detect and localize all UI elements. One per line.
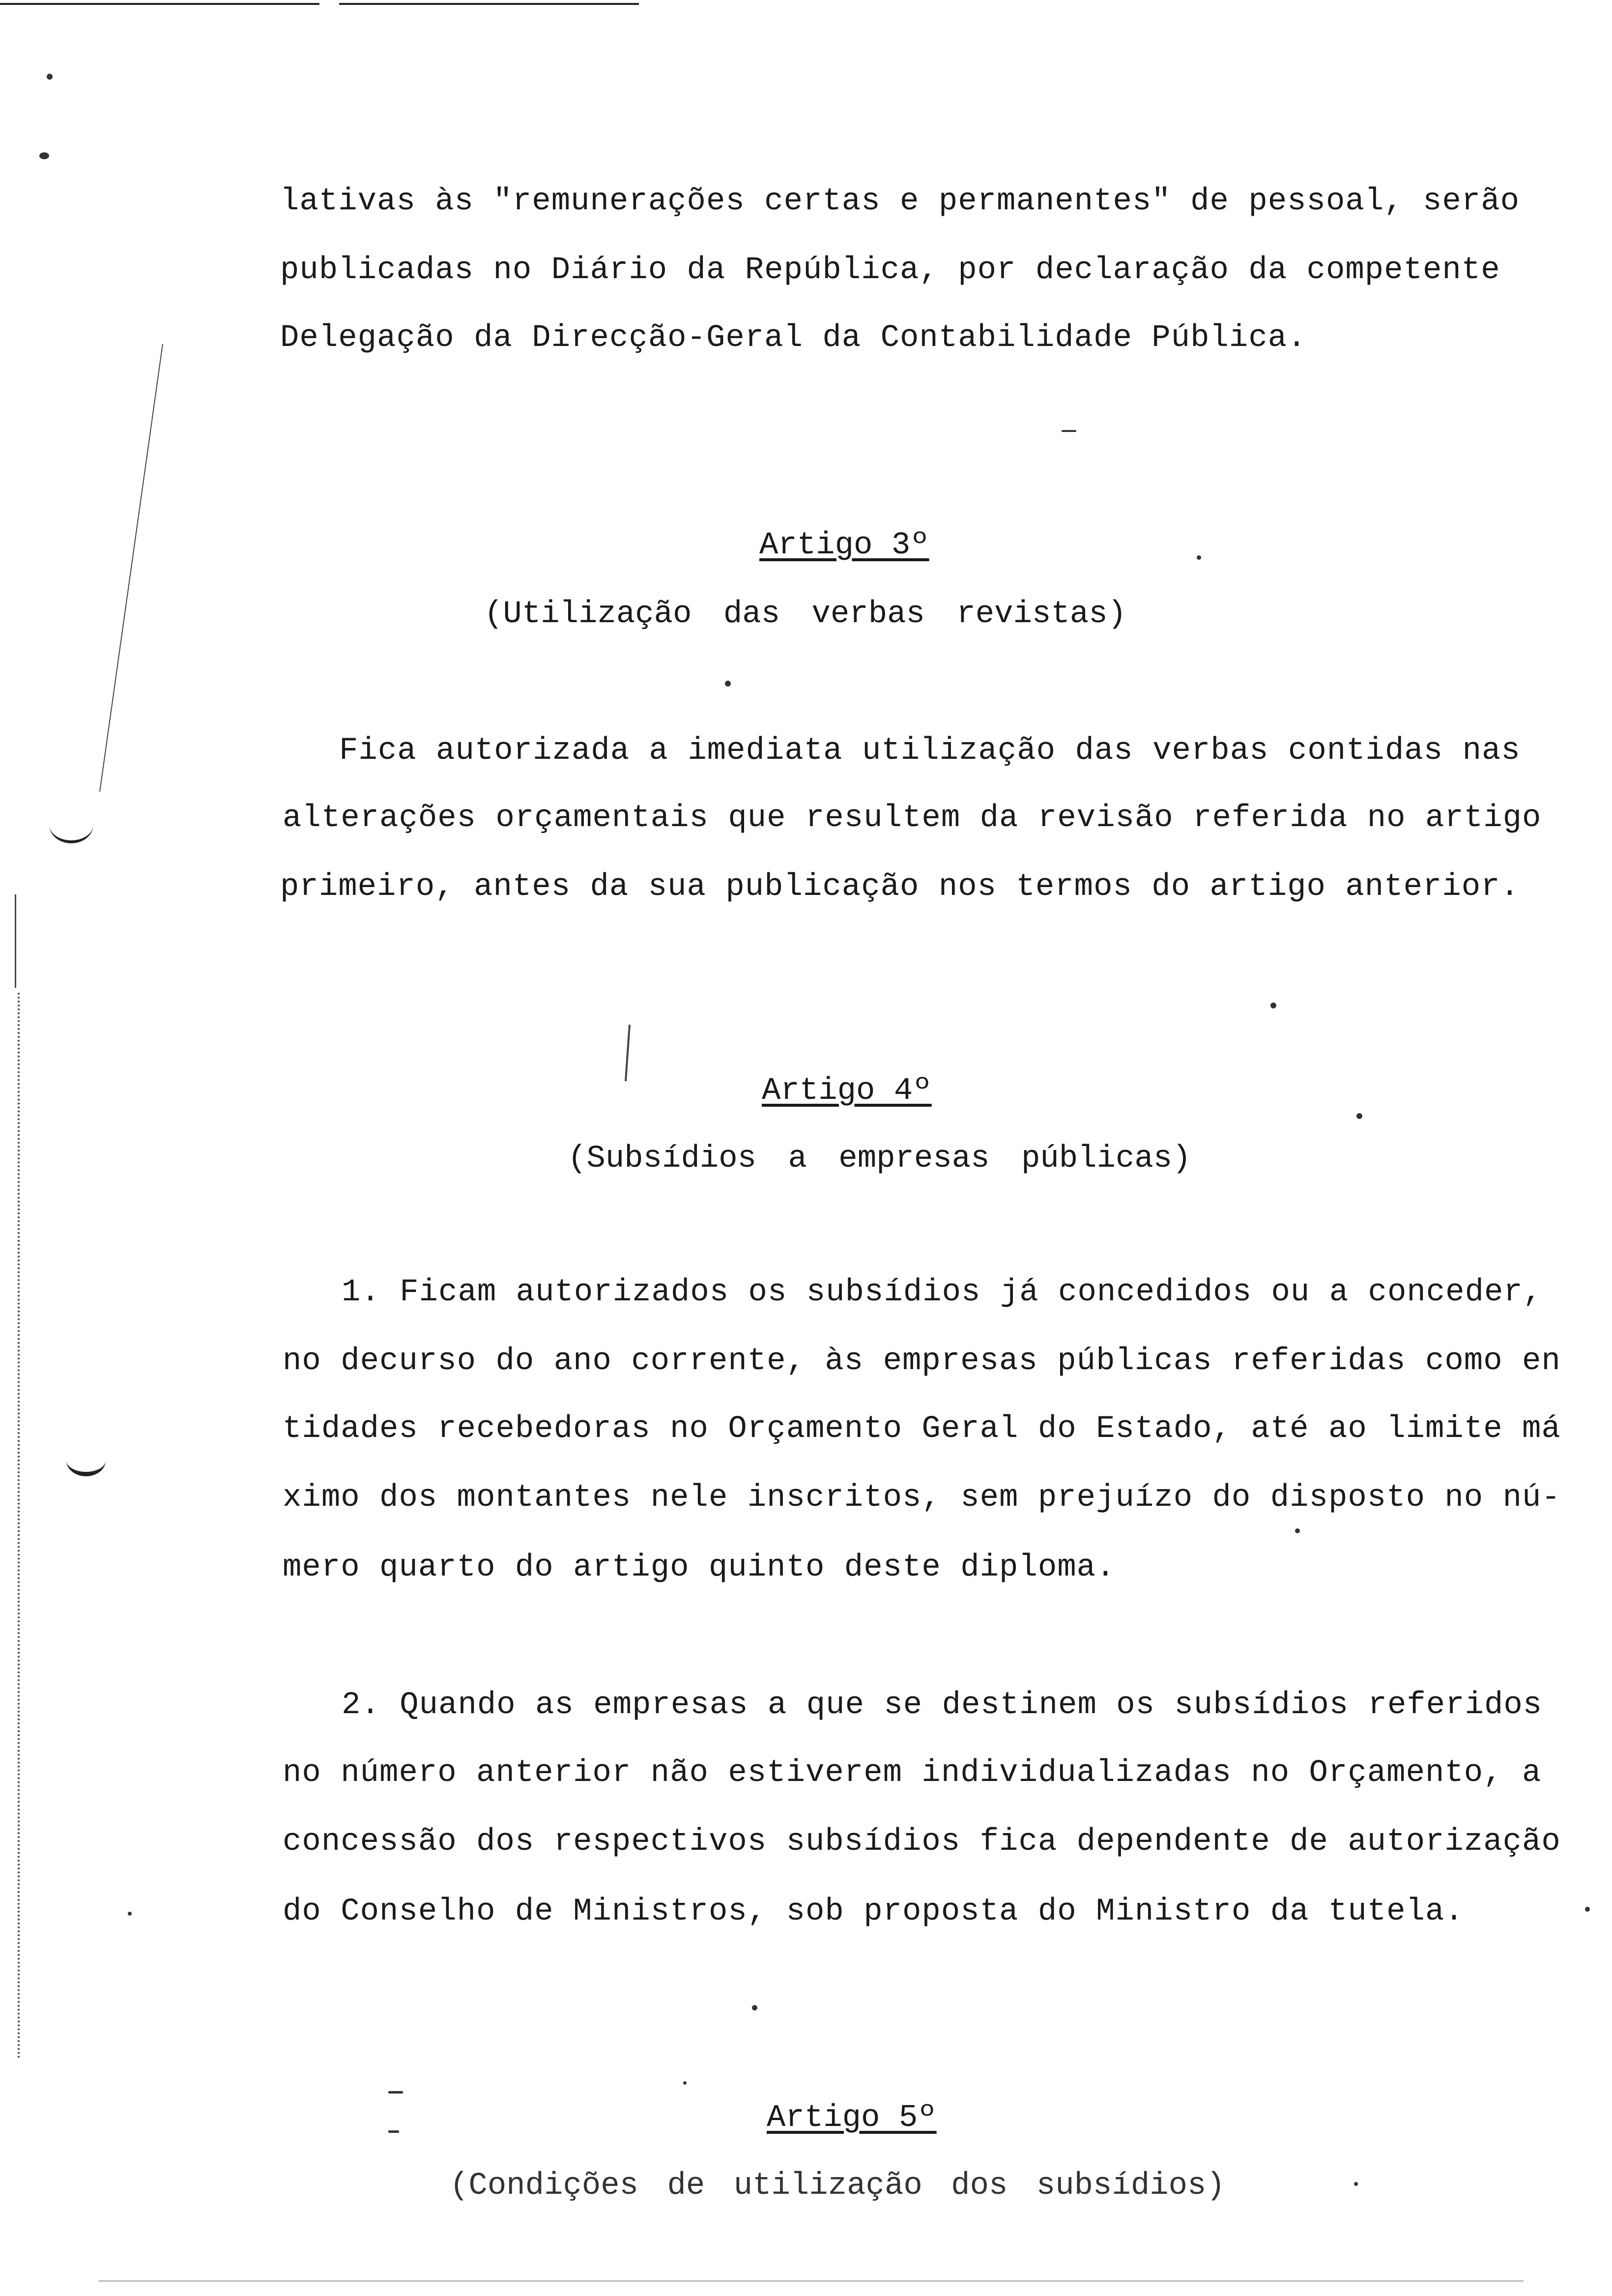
speck [1354,2182,1358,2186]
speck [1197,555,1201,560]
top-rule-left [0,3,319,5]
margin-pencil-mark [99,344,163,792]
paragraph-line: publicadas no Diário da República, por declaração da competente [280,253,1500,288]
speck [128,1912,132,1916]
point-1-line: 1. Ficam autorizados os subsídios já concedidos ou a conceder, [342,1275,1543,1310]
paragraph-line: primeiro, antes da sua publicação nos termos do artigo anterior. [280,869,1520,905]
speck [1585,1907,1590,1912]
article-3-title: Artigo 3º [759,528,929,563]
point-1-line: mero quarto do artigo quinto deste diploma. [283,1550,1116,1585]
article-5-title: Artigo 5º [767,2100,937,2136]
speck [683,2081,687,2085]
margin-dotted-line [18,993,20,2059]
speck [725,681,731,687]
stray-stroke [625,1025,631,1081]
paragraph-line: lativas às "remunerações certas e permanentes" de pessoal, serão [280,184,1520,219]
margin-rule-mark [15,894,16,988]
speck [39,152,49,159]
point-2-line: concessão dos respectivos subsídios fica dependente de autorização [283,1824,1561,1860]
point-2-line: 2. Quando as empresas a que se destinem os subsídios referidos [342,1688,1543,1723]
speck [1062,430,1076,432]
speck [1270,1003,1276,1008]
article-4-subtitle: (Subsídios a empresas públicas) [568,1141,1191,1177]
article-3-subtitle: (Utilização das verbas revistas) [484,597,1126,632]
bottom-dotted-edge [98,2280,1524,2282]
article-4-title: Artigo 4º [762,1073,932,1109]
paragraph-line: Fica autorizada a imediata utilização das verbas contidas nas [339,733,1521,769]
point-1-line: no decurso do ano corrente, às empresas públicas referidas como en [283,1344,1561,1379]
top-rule-right [339,3,639,5]
point-2-line: no número anterior não estiverem individualizadas no Orçamento, a [283,1755,1542,1791]
speck [47,74,53,80]
article-5-subtitle: (Condições de utilização dos subsídios) [450,2168,1225,2204]
speck [1356,1113,1362,1119]
point-1-line: tidades recebedoras no Orçamento Geral do Estado, até ao limite má [283,1411,1561,1447]
speck [752,2005,757,2010]
speck [388,2091,403,2094]
stray-curve-mark [66,1445,106,1476]
point-1-line: ximo dos montantes nele inscritos, sem prejuízo do disposto no nú- [283,1480,1561,1516]
point-2-line: do Conselho de Ministros, sob proposta do Ministro da tutela. [283,1894,1464,1929]
speck [388,2130,399,2133]
speck [1295,1528,1300,1533]
paragraph-line: Delegação da Direcção-Geral da Contabilidade Pública. [280,320,1307,356]
stray-curve-mark [49,806,93,843]
paragraph-line: alterações orçamentais que resultem da revisão referida no artigo [283,801,1542,836]
